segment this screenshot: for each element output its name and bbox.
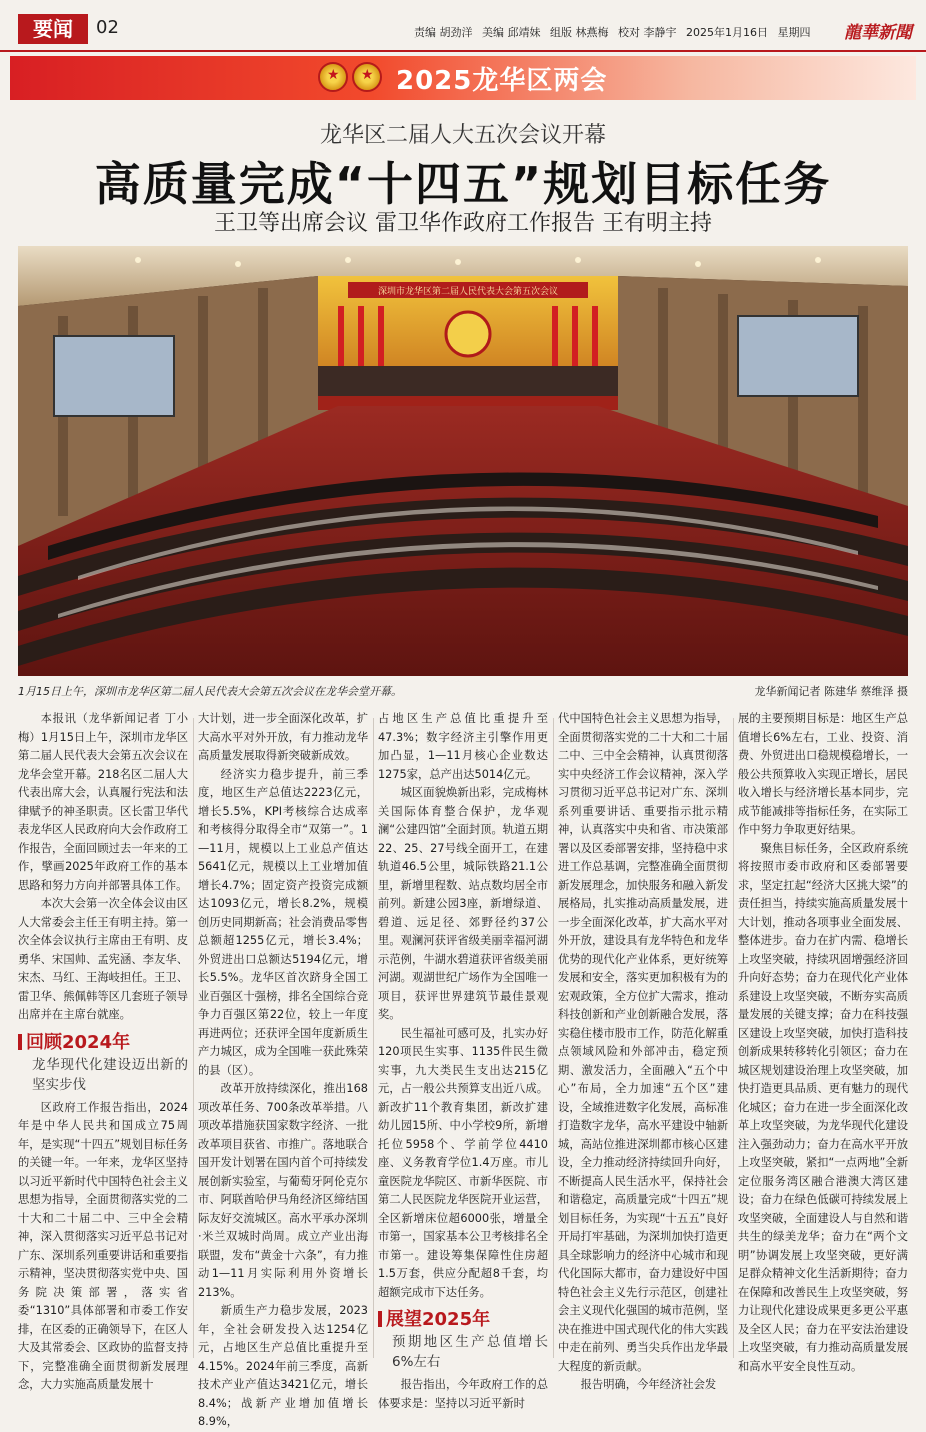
paragraph: 新质生产力稳步发展，2023年，全社会研发投入达1254亿元，占地区生产总值比重提升至4.15%。2024年前三季度，高新技术产业产值达3421亿元，增长8.4%；战新产业增加值增长8.9%， bbox=[198, 1304, 368, 1428]
subhead-title: 回顾2024年 bbox=[18, 1031, 188, 1055]
subhead-outlook bbox=[378, 1308, 548, 1372]
paragraph: 经济实力稳步提升，前三季度，地区生产总值达2223亿元，增长5.5%，KPI考核综合达成率和考核得分取得全市“双第一”。1—11月，规模以上工业总产值达5641亿元，规模以上工业增加值增长4.7%；固定资产投资完成额达1093亿元，增长8.2%，规模创历史同期新高；社会消费品零售总额超1255亿元，增长3.4%；外贸进出口总额达5194亿元，增长5.5%。龙华区首次跻身全国工业百强区十强榜，排名全国综合竞争力百强区第22位，较上一年度再进两位；还获评全国年度新质生产力城区，成为全国唯一获此殊荣的县（区）。 bbox=[198, 767, 368, 1077]
paragraph: 民生福祉可感可及，扎实办好120项民生实事、1135件民生微实事，九大类民生支出达215亿元，占一般公共预算支出近八成。新改扩11个教育集团，新改扩建幼儿园15所、中小学校9所，新增托位5958个、学前学位4410座、义务教育学位1.4万座。市儿童医院龙华院区、市新华医院、市第二人民医院龙华医院开业运营，全区新增床位超6000张，增量全市第一，国家基本公卫考核排名全市第一。建设筹集保障性住房超1.5万套，供应分配超8千套，均超额完成市下达任务。 bbox=[378, 1026, 548, 1299]
article-column-3 bbox=[378, 710, 548, 1410]
section-tag: 要闻 bbox=[18, 14, 88, 44]
paragraph: 改革开放持续深化，推出168项改革任务、700条改革举措。八项改革措施获国家数字经济、一批改革项目获省、市推广。落地联合国开发计划署在国内首个可持续发展创新实验室，与葡萄牙阿伦克尔市、阿联酋哈伊马角经济区缔结国际友好交流城区。高水平承办深圳·米兰双城时尚周。成立产业出海联盟，发布“黄金十六条”，有力推动1—11月实际利用外资增长213%。 bbox=[198, 1082, 368, 1299]
subhead-review bbox=[18, 1031, 188, 1095]
article-column-2 bbox=[198, 710, 368, 1428]
credit-art: 美编 邱靖妹 bbox=[482, 26, 541, 39]
paragraph: 城区面貌焕新出彩，完成梅林关国际体育整合保护，龙华观澜“公建四馆”全面封顶。轨道五期22、25、27号线全面开工，在建轨道46.5公里，城际铁路21.1公里，新增里程数、站点数均居全市前列。新建公园3座，新增绿道、碧道、远足径、郊野径约37公里。观澜河获评省级美丽幸福河湖示范例，牛湖水碧道获评省级美丽河湖。观湖世纪广场作为全国唯一项目，获评世界建筑节最佳景观奖。 bbox=[378, 786, 548, 1021]
photo-credit: 龙华新闻记者 陈建华 蔡维泽 摄 bbox=[754, 685, 908, 698]
credit-editor: 责编 胡劲洋 bbox=[414, 26, 473, 39]
article-column-1 bbox=[18, 710, 188, 1391]
national-emblem-icon bbox=[318, 62, 348, 92]
paragraph: 报告指出，今年政府工作的总体要求是：坚持以习近平新时 bbox=[378, 1378, 548, 1410]
column-divider bbox=[193, 718, 194, 1358]
credit-layout: 组版 林燕梅 bbox=[550, 26, 609, 39]
headline-deck: 王卫等出席会议 雷卫华作政府工作报告 王有明主持 bbox=[214, 211, 712, 236]
article-column-5 bbox=[738, 710, 908, 1373]
conference-photo bbox=[18, 246, 908, 676]
column-divider bbox=[553, 718, 554, 1358]
issue-weekday: 星期四 bbox=[777, 26, 811, 39]
stage-banner-text: 深圳市龙华区第二届人民代表大会第五次会议 bbox=[377, 287, 559, 297]
headline-kicker: 龙华区二届人大五次会议开幕 bbox=[319, 123, 606, 148]
paragraph: 报告明确，今年经济社会发 bbox=[580, 1378, 717, 1391]
newspaper-brand: 龍華新聞 bbox=[844, 23, 912, 43]
auditorium-illustration bbox=[18, 246, 908, 676]
article-column-4 bbox=[558, 710, 728, 1391]
article-body bbox=[18, 710, 908, 1428]
topic-banner bbox=[10, 56, 916, 100]
paragraph: 本次大会第一次全体会议由区人大常委会主任王有明主持。第一次全体会议执行主席由王有明、皮勇华、宋国帅、孟宪涵、李友华、宋杰、马红、王海岐担任。王卫、雷卫华、熊佩韩等区几套班子领导出席并在主席台就座。 bbox=[18, 897, 188, 1021]
credit-proof: 校对 李静宇 bbox=[618, 26, 677, 39]
paragraph: 本报讯（龙华新闻记者 丁小梅）1月15日上午，深圳市龙华区第二届人民代表大会第五次会议在龙华会堂开幕。218名区二届人大代表出席大会，认真履行宪法和法律赋予的神圣职责。区长雷卫华代表龙华区人民政府向大会作政府工作报告，全面回顾过去一年来的工作，擘画2025年政府工作的基本思路和努力方向并部署具体工作。 bbox=[18, 712, 188, 892]
main-headline: 高质量完成“十四五”规划目标任务 bbox=[94, 157, 832, 211]
paragraph: 大计划，进一步全面深化改革，扩大高水平对外开放，有力推动龙华高质量发展取得新突破新成效。 bbox=[198, 712, 368, 762]
paragraph: 占地区生产总值比重提升至47.3%；数字经济主引擎作用更加凸显，1—11月核心企业数达1275家，总产出达5014亿元。 bbox=[378, 712, 548, 781]
subhead-subtitle: 预期地区生产总值增长6%左右 bbox=[392, 1334, 548, 1370]
subhead-subtitle: 龙华现代化建设迈出新的坚实步伐 bbox=[32, 1056, 188, 1093]
photo-caption: 1月15日上午，深圳市龙华区第二届人民代表大会第五次会议在龙华会堂开幕。 bbox=[18, 685, 402, 698]
subhead-title: 展望2025年 bbox=[378, 1308, 548, 1332]
paragraph: 展的主要预期目标是：地区生产总值增长6%左右，工业、投资、消费、外贸进出口稳规模稳增长，一般公共预算收入实现正增长，居民收入增长与经济增长基本同步，完成节能减排等指标任务，在实际工作中努力争取更好结果。 bbox=[738, 712, 908, 836]
paragraph: 区政府工作报告指出，2024年是中华人民共和国成立75周年，是实现“十四五”规划目标任务的关键一年。一年来，龙华区坚持以习近平新时代中国特色社会主义思想为指导，全面贯彻落实党的二十大和二十届二中、三中全会精神，深入贯彻落实习近平总书记对广东、深圳系列重要讲话和重要指示精神，坚决贯彻落实党中央、国务院决策部署，落实省委“1310”具体部署和市委工作安排，在区委的正确领导下，在区人大及其常委会、区政协的监督支持下，完整准确全面贯彻新发展理念，大力实施高质量发展十 bbox=[18, 1100, 188, 1391]
credits-line bbox=[414, 24, 817, 40]
paragraph: 聚焦目标任务，全区政府系统将按照市委市政府和区委部署要求，坚定扛起“经济大区挑大梁”的责任担当，持续实施高质量发展十大计划，推动各项事业全面发展、整体进步。奋力在扩内需、稳增长上攻坚突破，持续巩固增强经济回升向好态势；奋力在现代化产业体系建设上攻坚突破，不断夯实高质量发展的关键支撑；奋力在科技强区建设上攻坚突破，加快打造科技创新成果转移转化引领区；奋力在城区规划建设治理上攻坚突破，加快打造更具品质、更有魅力的现代化城区；奋力在进一步全面深化改革上攻坚突破，为龙华现代化建设注入强劲动力；奋力在高水平开放上攻坚突破，紧扣“一点两地”全新定位服务湾区融合港澳大湾区建设；奋力在绿色低碳可持续发展上攻坚突破，全面建设人与自然和谐共生的绿美龙华；奋力在“两个文明”协调发展上攻坚突破，更好满足群众精神文化生活新期待；奋力在保障和改善民生上攻坚突破，努力让现代化建设成果更多更公平惠及全区人民；奋力在平安法治建设上攻坚突破，有力推动高质量发展和高水平安全良性互动。 bbox=[738, 841, 908, 1373]
page-number: 02 bbox=[96, 17, 119, 38]
page-header bbox=[0, 0, 926, 52]
column-divider bbox=[733, 718, 734, 1358]
banner-title: 2025龙华区两会 bbox=[396, 66, 608, 96]
banner-emblems bbox=[318, 62, 386, 96]
issue-date: 2025年1月16日 bbox=[686, 26, 768, 39]
cppcc-emblem-icon bbox=[352, 62, 382, 92]
column-divider bbox=[373, 718, 374, 1358]
paragraph: 代中国特色社会主义思想为指导，全面贯彻落实党的二十大和二十届二中、三中全会精神，认真贯彻落实中央经济工作会议精神，深入学习贯彻习近平总书记对广东、深圳系列重要讲话、重要指示批示精神，认真落实中央和省、市决策部署以及区委部署安排，坚持稳中求进工作总基调，完整准确全面贯彻新发展理念，加快服务和融入新发展格局，扎实推动高质量发展，进一步全面深化改革，扩大高水平对外开放，建设具有龙华特色和龙华优势的现代化产业体系，更好统筹发展和安全，落实更加积极有为的宏观政策，全方位扩大需求，推动科技创新和产业创新融合发展，落实稳住楼市股市工作，防范化解重点领域风险和外部冲击，稳定预期、激发活力，全面融入“五个中心”布局，全力加速“五个区”建设，全域推进数字化发展，高标准打造数字龙华，高水平建设中轴新城，高站位推进深圳都市核心区建设，全力推动经济持续回升向好，不断提高人民生活水平，保持社会和谐稳定，高质量完成“十四五”规划目标任务，为实现“十五五”良好开局打牢基础，为深圳加快打造更具全球影响力的经济中心城市和现代化国际大都市，奋力建设好中国特色社会主义先行示范区，创建社会主义现代化强国的城市范例，坚决在推进中国式现代化的伟大实践中走在前列、勇当尖兵作出龙华最大程度的新贡献。 bbox=[558, 712, 728, 1373]
